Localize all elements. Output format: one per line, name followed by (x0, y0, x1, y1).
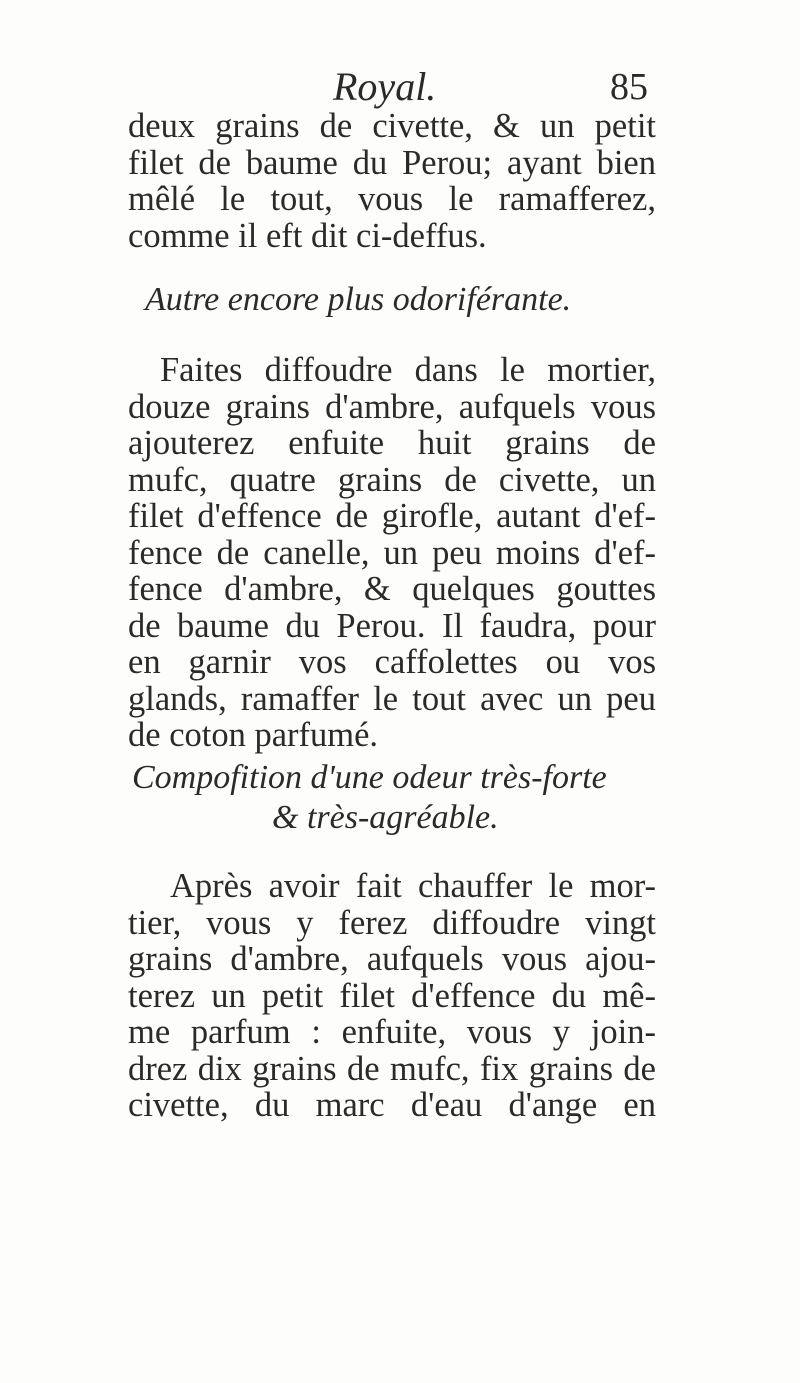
text-line: me parfum : enfuite, vous y join- (128, 1013, 656, 1051)
section-2-paragraph (128, 868, 656, 1124)
section-heading-2 (0, 758, 800, 838)
text-line: comme il eft dit ci-deffus. (128, 216, 487, 255)
text-line: fence de canelle, un peu moins d'ef- (128, 533, 656, 572)
heading-line: Compofition d'une odeur très-forte (132, 759, 607, 796)
heading-line: & très-agréable. (272, 799, 499, 836)
section-heading-1 (0, 280, 800, 320)
text-line: Après avoir fait chauffer le mor- (170, 867, 656, 905)
continuation-paragraph (128, 108, 656, 254)
section-1-paragraph (128, 352, 656, 754)
text-line: drez dix grains de mufc, fix grains de (128, 1049, 656, 1088)
text-line: mêlé le tout, vous le ramafferez, (128, 180, 656, 218)
page-number: 85 (610, 66, 648, 108)
text-line: terez un petit filet d'effence du mê- (128, 976, 656, 1015)
running-head (0, 62, 800, 112)
text-line: douze grains d'ambre, aufquels vous (128, 387, 656, 426)
text-line: civette, du marc d'eau d'ange en (128, 1086, 656, 1124)
text-line: deux grains de civette, & un petit (128, 107, 656, 145)
text-line: filet d'effence de girofle, autant d'ef- (128, 497, 656, 535)
text-line: de coton parfumé. (128, 716, 379, 754)
running-title: Royal. (333, 64, 437, 109)
heading-line: Autre encore plus odoriférante. (145, 281, 572, 318)
text-line: Faites diffoudre dans le mortier, (160, 351, 656, 389)
text-line: tier, vous y ferez diffoudre vingt (128, 903, 656, 942)
text-line: glands, ramaffer le tout avec un peu (128, 679, 656, 718)
text-line: mufc, quatre grains de civette, un (128, 460, 656, 499)
text-line: fence d'ambre, & quelques gouttes (128, 570, 656, 608)
text-line: en garnir vos caffolettes ou vos (128, 643, 656, 681)
text-line: ajouterez enfuite huit grains de (128, 424, 656, 462)
text-line: grains d'ambre, aufquels vous ajou- (128, 940, 656, 978)
text-line: filet de baume du Perou; ayant bien (128, 143, 656, 182)
text-line: de baume du Perou. Il faudra, pour (128, 606, 656, 645)
